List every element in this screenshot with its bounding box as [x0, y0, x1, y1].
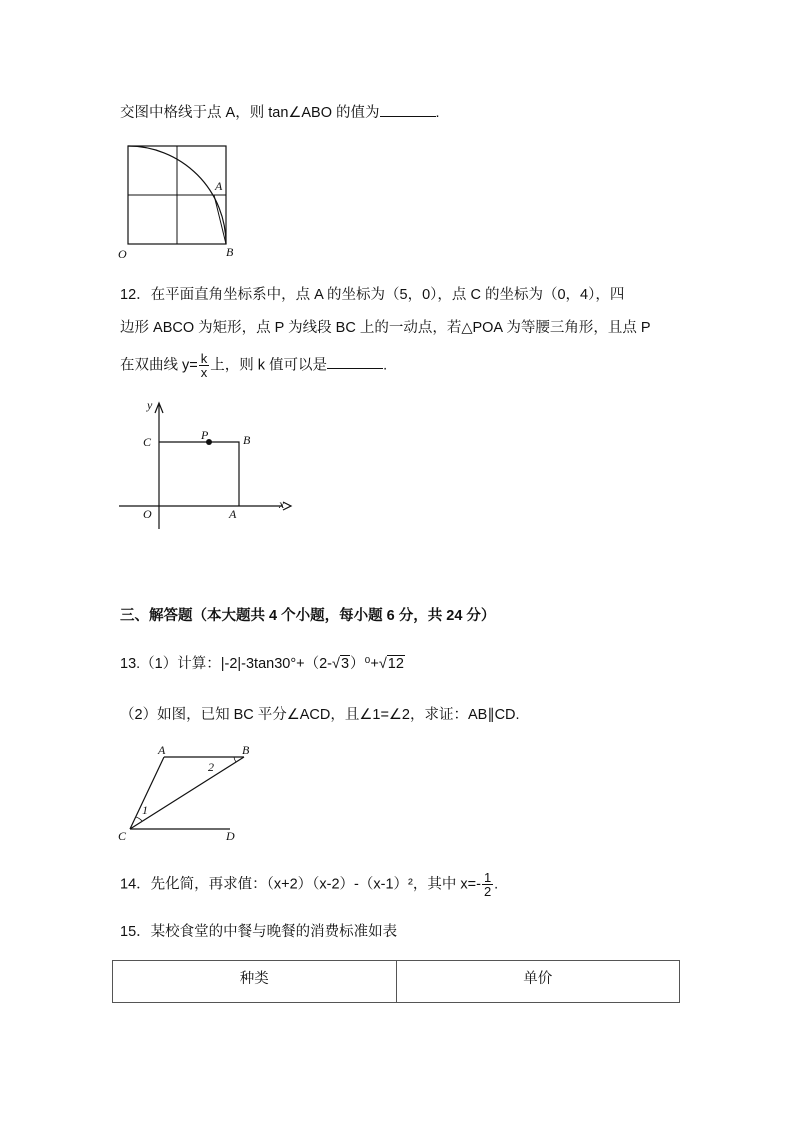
question-12-line2: 边形 ABCO 为矩形，点 P 为线段 BC 上的一动点，若△POA 为等腰三角形，且点 P: [120, 320, 651, 336]
label-a: A: [229, 507, 237, 521]
label-c: C: [118, 829, 127, 843]
label-x: x: [279, 497, 285, 511]
figure-parallel-lines: [112, 740, 262, 850]
question-12-line1: 12．在平面直角坐标系中，点 A 的坐标为（5，0），点 C 的坐标为（0，4），四: [120, 287, 625, 303]
question-15: 15．某校食堂的中餐与晚餐的消费标准如表: [120, 924, 398, 940]
label-a: A: [158, 743, 166, 757]
label-d: D: [226, 829, 235, 843]
answer-blank: [380, 102, 436, 117]
figure-coordinate-rectangle: [115, 395, 295, 535]
fraction-one-half: $\frac{1}{2}$: [483, 870, 492, 899]
label-angle-2: 2: [208, 760, 214, 774]
question-11-tail: 交图中格线于点 A，则 tan∠ABO 的值为 .: [120, 102, 440, 123]
section-title: 三、解答题（本大题共 4 个小题，每小题 6 分，共 24 分）: [120, 608, 496, 624]
question-11-text: 交图中格线于点 A，则 tan∠ABO 的值为: [120, 105, 380, 121]
table-header-price: 单价: [396, 961, 680, 1003]
table-header-category: 种类: [113, 961, 397, 1003]
segment-ab: [214, 195, 226, 244]
label-c: C: [143, 435, 152, 449]
label-b: B: [226, 245, 234, 259]
sqrt-12: 12: [387, 656, 404, 672]
sqrt-3: 3: [340, 656, 350, 672]
question-12-line3: 在双曲线 y= $\frac{k}{x}$ 上，则 k 值可以是 .: [120, 351, 388, 380]
table-row: [113, 961, 680, 1003]
label-o: O: [118, 247, 127, 261]
figure-quarter-circle-grid: [110, 140, 250, 265]
angle-2-arc: [234, 757, 236, 762]
question-13-part1: 13.（1）计算：|-2|-3tan30°+（2-√3）⁰+√12: [120, 656, 404, 672]
question-13-part2: （2）如图，已知 BC 平分∠ACD，且∠1=∠2，求证：AB∥CD.: [120, 707, 520, 723]
angle-1-arc: [136, 817, 142, 821]
rectangle-abco: [159, 442, 239, 506]
price-table: [112, 960, 680, 1003]
label-y: y: [147, 398, 153, 412]
label-b: B: [242, 743, 250, 757]
label-angle-1: 1: [142, 803, 148, 817]
label-b: B: [243, 433, 251, 447]
label-p: P: [201, 428, 209, 442]
question-14: 14．先化简，再求值：（x+2）（x-2）-（x-1）²，其中 x=- $\frac{1}{2}$ .: [120, 870, 499, 899]
label-o: O: [143, 507, 152, 521]
fraction-k-over-x: $\frac{k}{x}$: [200, 351, 208, 380]
label-a: A: [215, 179, 223, 193]
answer-blank: [327, 354, 383, 369]
